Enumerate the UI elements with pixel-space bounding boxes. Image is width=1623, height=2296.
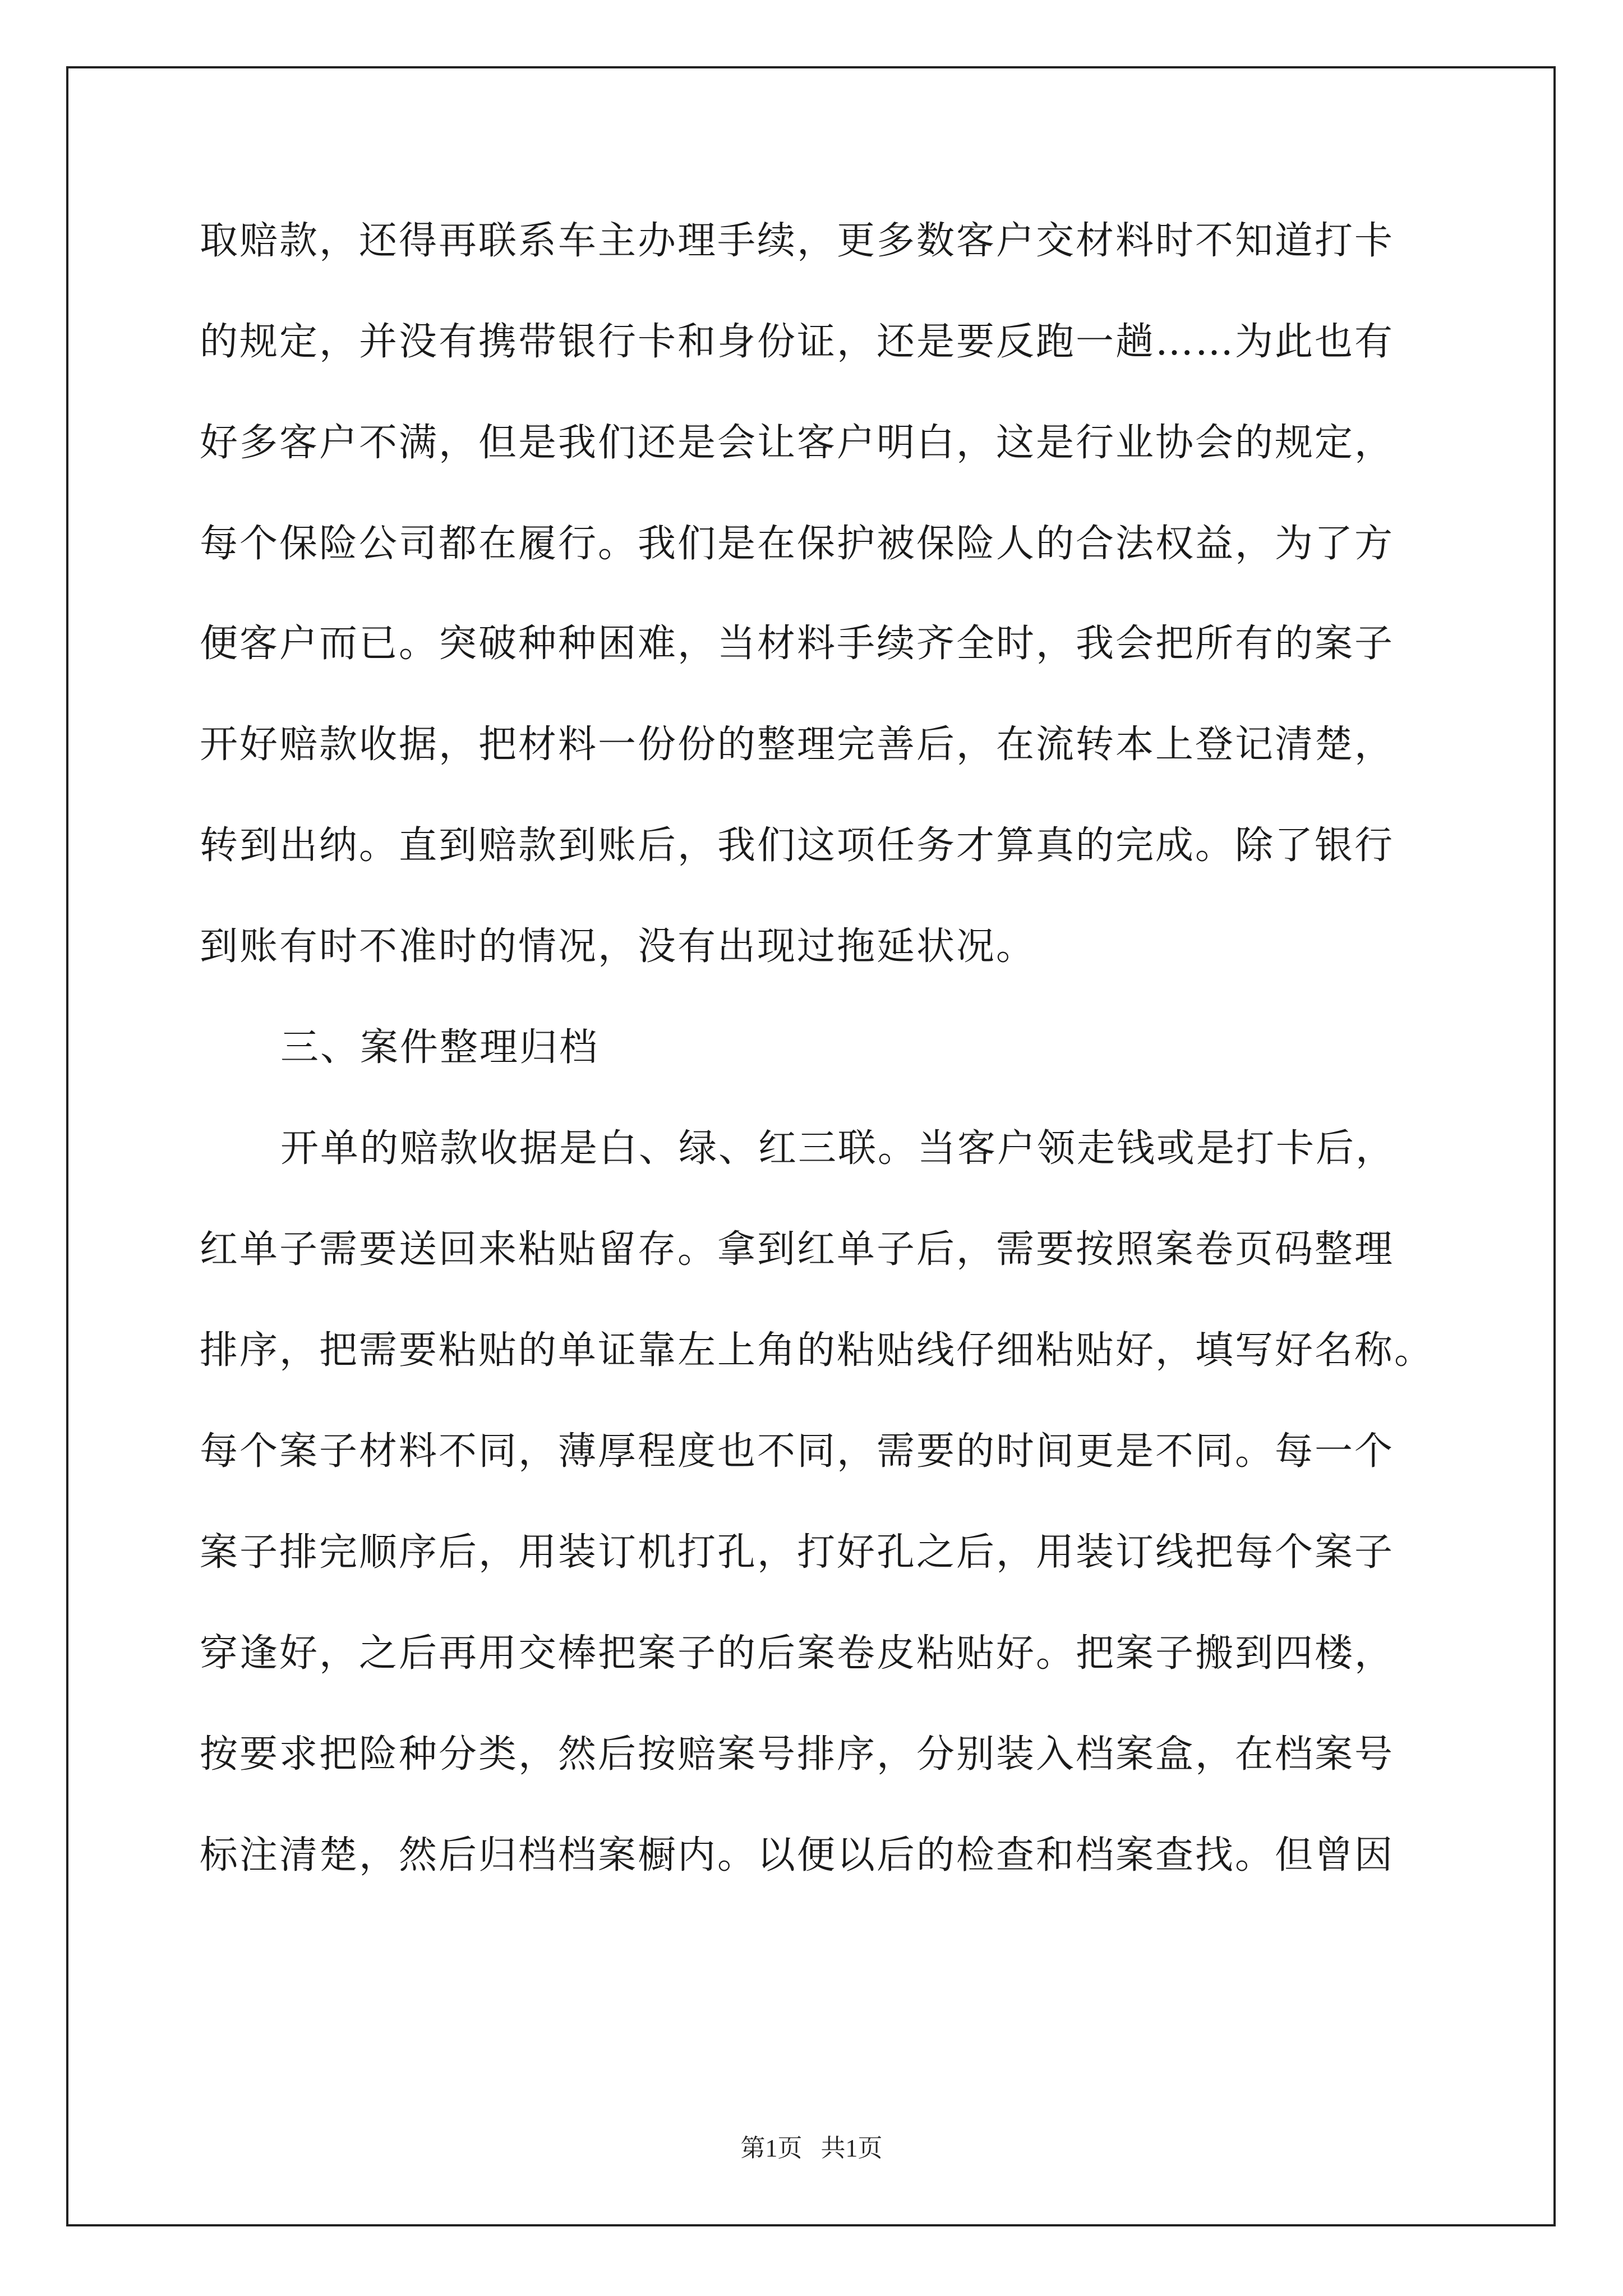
body-line: 到账有时不准时的情况，没有出现过拖延状况。 [200, 924, 1036, 969]
body-line: 好多客户不满，但是我们还是会让客户明白，这是行业协会的规定， [200, 421, 1395, 465]
body-line: 取赔款，还得再联系车主办理手续，更多数客户交材料时不知道打卡 [200, 219, 1395, 263]
body-line: 案子排完顺序后，用装订机打孔，打好孔之后，用装订线把每个案子 [200, 1530, 1395, 1575]
body-line: 标注清楚，然后归档档案橱内。以便以后的检查和档案查找。但曾因 [200, 1833, 1395, 1878]
body-line: 便客户而已。突破种种困难，当材料手续齐全时，我会把所有的案子 [200, 622, 1395, 666]
body-line: 开单的赔款收据是白、绿、红三联。当客户领走钱或是打卡后， [280, 1126, 1396, 1171]
section-heading: 三、案件整理归档 [280, 1025, 600, 1070]
body-line: 按要求把险种分类，然后按赔案号排序，分别装入档案盒，在档案号 [200, 1732, 1395, 1777]
body-line: 开好赔款收据，把材料一份份的整理完善后，在流转本上登记清楚， [200, 723, 1395, 767]
body-line: 转到出纳。直到赔款到账后，我们这项任务才算真的完成。除了银行 [200, 823, 1395, 868]
body-line: 排序，把需要粘贴的单证靠左上角的粘贴线仔细粘贴好，填写好名称。 [200, 1328, 1435, 1373]
body-line: 每个案子材料不同，薄厚程度也不同，需要的时间更是不同。每一个 [200, 1429, 1395, 1474]
body-line: 的规定，并没有携带银行卡和身份证，还是要反跑一趟……为此也有 [200, 320, 1395, 364]
body-line: 红单子需要送回来粘贴留存。拿到红单子后，需要按照案卷页码整理 [200, 1227, 1395, 1272]
body-line: 每个保险公司都在履行。我们是在保护被保险人的合法权益，为了方 [200, 522, 1395, 566]
body-line: 穿逢好，之后再用交棒把案子的后案卷皮粘贴好。把案子搬到四楼， [200, 1631, 1395, 1676]
page-footer: 第1页 共1页 [740, 2134, 883, 2162]
